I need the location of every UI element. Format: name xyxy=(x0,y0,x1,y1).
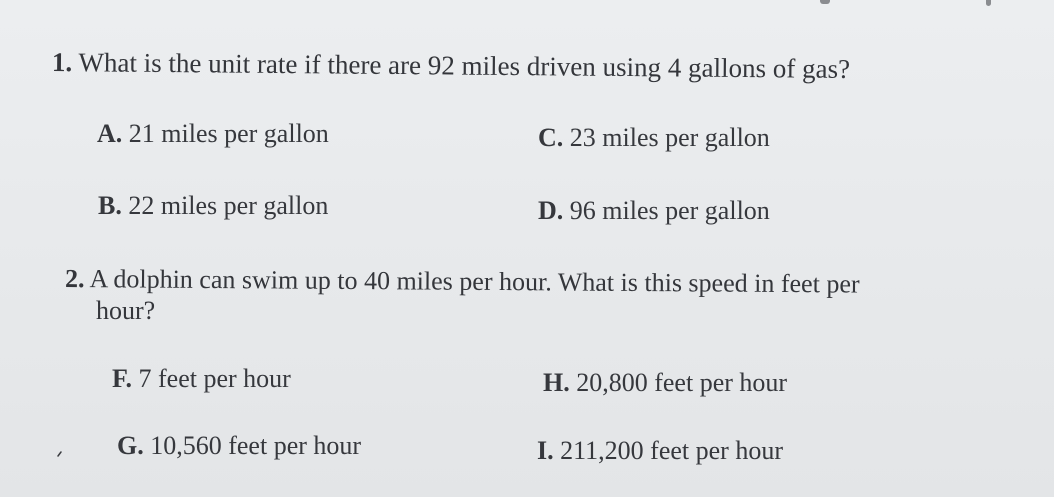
option-b xyxy=(98,191,328,221)
option-g xyxy=(117,431,361,461)
option-text: 20,800 feet per hour xyxy=(576,368,788,397)
option-text: 22 miles per gallon xyxy=(128,191,329,220)
option-letter: F. xyxy=(112,364,132,393)
question-number: 1. xyxy=(51,47,73,78)
cropped-text-fragment xyxy=(820,0,830,4)
option-d xyxy=(538,196,770,226)
option-c xyxy=(538,123,770,153)
question-text: A dolphin can swim up to 40 miles per hour. What is this speed in feet per xyxy=(89,264,860,299)
option-text: 21 miles per gallon xyxy=(128,119,329,148)
option-a xyxy=(97,119,329,149)
option-text: 7 feet per hour xyxy=(138,364,291,393)
question-1 xyxy=(52,46,850,85)
option-letter: G. xyxy=(117,431,144,460)
question-2-line-1 xyxy=(65,263,860,301)
option-text: 211,200 feet per hour xyxy=(560,436,783,465)
stray-mark-icon xyxy=(56,450,64,458)
option-letter: H. xyxy=(543,368,570,397)
question-number: 2. xyxy=(64,264,85,294)
option-i xyxy=(537,436,783,466)
option-letter: I. xyxy=(537,436,554,465)
option-text: 23 miles per gallon xyxy=(569,123,770,152)
option-text: 96 miles per gallon xyxy=(569,196,770,225)
option-f xyxy=(112,364,291,394)
question-text-continued: hour? xyxy=(96,296,156,325)
option-letter: C. xyxy=(538,123,564,152)
option-letter: A. xyxy=(97,119,123,148)
option-letter: D. xyxy=(538,196,564,225)
option-h xyxy=(543,368,787,398)
question-text: What is the unit rate if there are 92 miles driven using 4 gallons of gas? xyxy=(78,47,851,84)
cropped-text-fragment xyxy=(986,0,991,6)
option-letter: B. xyxy=(98,191,122,220)
question-2-line-2 xyxy=(96,295,155,327)
option-text: 10,560 feet per hour xyxy=(150,431,362,460)
